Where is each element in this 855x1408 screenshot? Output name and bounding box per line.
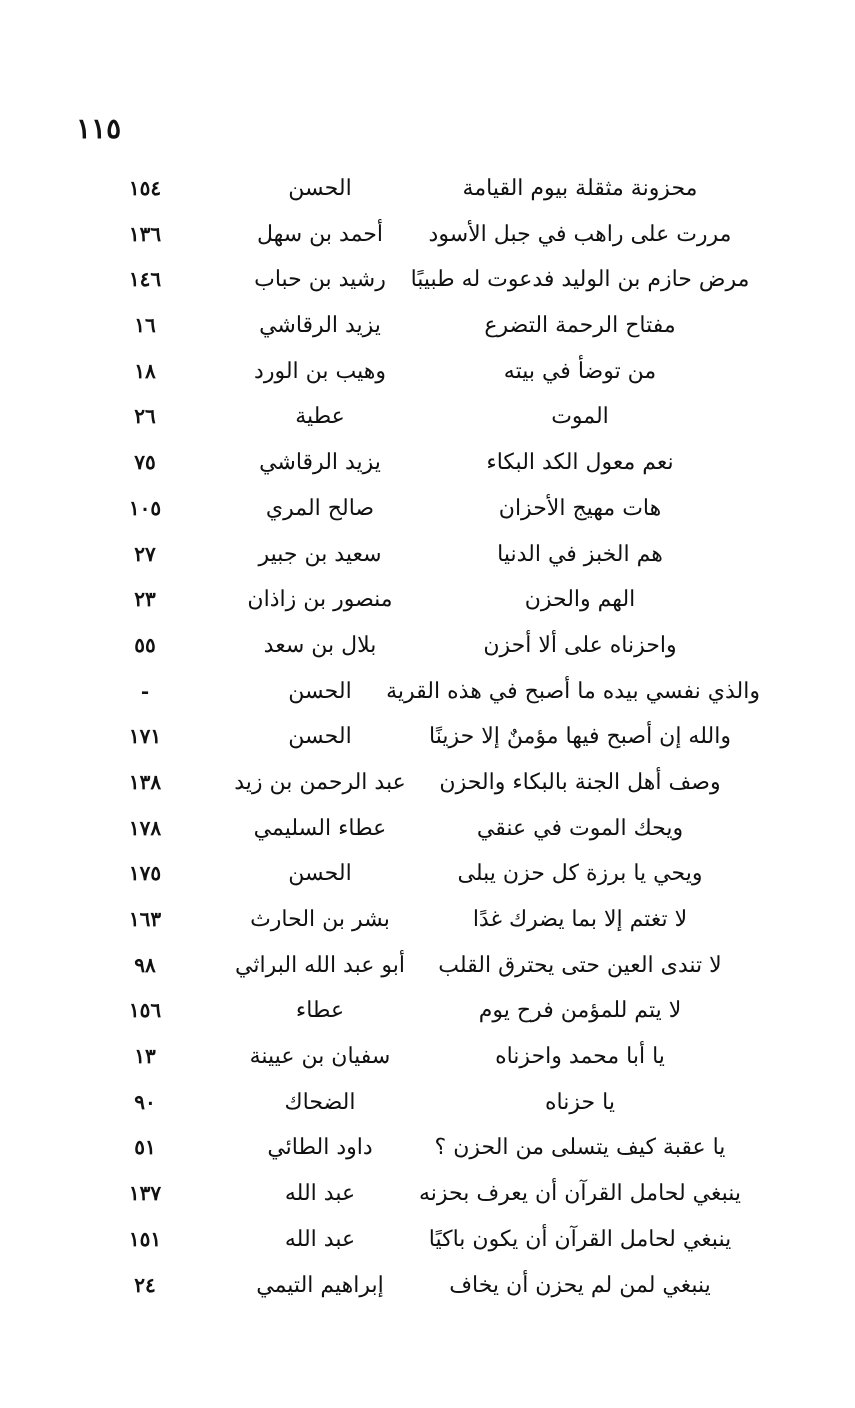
entry-title: من توضأ في بيته bbox=[503, 358, 657, 384]
entry-page-number: ١٠٥ bbox=[128, 495, 162, 520]
entry-title: لا تغتم إلا بما يضرك غدًا bbox=[472, 907, 688, 932]
entry-narrator: يزيد الرقاشي bbox=[259, 313, 381, 339]
entry-page-number: ٢٦ bbox=[134, 404, 156, 429]
entry-title: مررت على راهب في جبل الأسود bbox=[428, 221, 732, 247]
entry-narrator: عطاء bbox=[295, 998, 345, 1024]
entry-narrator: صالح المري bbox=[265, 495, 375, 521]
entry-title: يا عقبة كيف يتسلى من الحزن ؟ bbox=[434, 1135, 726, 1161]
index-row bbox=[0, 1171, 855, 1217]
entry-title: وصف أهل الجنة بالبكاء والحزن bbox=[439, 769, 721, 795]
index-row bbox=[0, 760, 855, 806]
entry-narrator: بلال بن سعد bbox=[263, 632, 377, 658]
index-row bbox=[0, 623, 855, 669]
index-row bbox=[0, 806, 855, 852]
entry-page-number: ١٦٣ bbox=[128, 907, 162, 931]
entry-page-number: ٢٣ bbox=[134, 587, 156, 612]
entry-title: والله إن أصبح فيها مؤمنٌ إلا حزينًا bbox=[429, 724, 731, 750]
entry-narrator: وهيب بن الورد bbox=[254, 358, 386, 384]
entry-title: هم الخبز في الدنيا bbox=[497, 541, 663, 567]
entry-page-number: ٢٧ bbox=[134, 541, 156, 566]
entry-title: يا حزناه bbox=[545, 1089, 615, 1115]
entry-title: ينبغي لحامل القرآن أن يكون باكيًا bbox=[428, 1226, 732, 1252]
index-row bbox=[0, 394, 855, 440]
index-row bbox=[0, 897, 855, 943]
entry-page-number: ٩٨ bbox=[134, 952, 156, 977]
index-row bbox=[0, 577, 855, 623]
entry-narrator: منصور بن زاذان bbox=[247, 587, 393, 613]
index-table bbox=[0, 166, 855, 1308]
entry-narrator: رشيد بن حباب bbox=[254, 267, 386, 293]
entry-page-number: ٥١ bbox=[134, 1135, 156, 1160]
entry-title: يا أبا محمد واحزناه bbox=[495, 1044, 665, 1070]
entry-narrator: داود الطائي bbox=[267, 1135, 373, 1161]
entry-narrator: يزيد الرقاشي bbox=[259, 450, 381, 476]
entry-title: ويحي يا برزة كل حزن يبلى bbox=[457, 861, 703, 887]
entry-page-number: ١٣٨ bbox=[128, 769, 162, 794]
index-row bbox=[0, 988, 855, 1034]
entry-narrator: سفيان بن عيينة bbox=[249, 1044, 391, 1070]
entry-title: الموت bbox=[551, 404, 609, 430]
entry-page-number: ١٧١ bbox=[128, 724, 162, 749]
entry-page-number: ١٣٧ bbox=[128, 1181, 162, 1206]
entry-title: ينبغي لحامل القرآن أن يعرف بحزنه bbox=[418, 1181, 742, 1207]
index-row bbox=[0, 349, 855, 395]
entry-page-number: ٧٥ bbox=[134, 450, 156, 475]
entry-narrator: أبو عبد الله البراثي bbox=[235, 952, 405, 978]
entry-narrator: عبد الرحمن بن زيد bbox=[234, 769, 406, 795]
entry-narrator: إبراهيم التيمي bbox=[256, 1272, 384, 1298]
index-row bbox=[0, 851, 855, 897]
entry-narrator: الحسن bbox=[288, 724, 352, 750]
entry-page-number: ٥٥ bbox=[134, 632, 156, 657]
entry-narrator: عطية bbox=[295, 404, 345, 430]
index-row bbox=[0, 486, 855, 532]
entry-page-number: ١٥٦ bbox=[128, 998, 162, 1023]
entry-title: نعم معول الكد البكاء bbox=[486, 450, 674, 476]
entry-title: الهم والحزن bbox=[524, 587, 636, 613]
entry-title: والذي نفسي بيده ما أصبح في هذه القرية bbox=[386, 678, 760, 704]
entry-narrator: عبد الله bbox=[284, 1181, 356, 1207]
entry-title: واحزناه على ألا أحزن bbox=[483, 632, 677, 658]
entry-narrator: الضحاك bbox=[284, 1089, 356, 1115]
index-row bbox=[0, 943, 855, 989]
entry-narrator: أحمد بن سهل bbox=[256, 221, 384, 247]
entry-narrator: الحسن bbox=[288, 678, 352, 704]
entry-title: ينبغي لمن لم يحزن أن يخاف bbox=[449, 1272, 711, 1298]
index-row bbox=[0, 440, 855, 486]
index-row bbox=[0, 669, 855, 715]
entry-title: ويحك الموت في عنقي bbox=[476, 815, 684, 841]
index-row bbox=[0, 303, 855, 349]
index-row bbox=[0, 1263, 855, 1309]
entry-title: لا تندى العين حتى يحترق القلب bbox=[438, 952, 722, 978]
entry-title: محزونة مثقلة بيوم القيامة bbox=[462, 176, 698, 201]
entry-page-number: ١٣ bbox=[134, 1044, 156, 1069]
entry-narrator: بشر بن الحارث bbox=[250, 907, 390, 932]
index-row bbox=[0, 1125, 855, 1171]
entry-title: مرض حازم بن الوليد فدعوت له طبيبًا bbox=[410, 267, 750, 293]
index-row bbox=[0, 1034, 855, 1080]
index-row bbox=[0, 1217, 855, 1263]
entry-page-number: ١٨ bbox=[134, 358, 156, 383]
index-row bbox=[0, 1080, 855, 1126]
index-row bbox=[0, 714, 855, 760]
entry-title: هات مهيج الأحزان bbox=[498, 495, 662, 521]
entry-page-number: ٢٤ bbox=[134, 1272, 156, 1297]
entry-page-number: - bbox=[140, 678, 150, 703]
entry-page-number: ٩٠ bbox=[134, 1089, 156, 1114]
entry-page-number: ١٧٨ bbox=[128, 815, 162, 840]
entry-page-number: ١٦ bbox=[134, 313, 156, 338]
index-row bbox=[0, 532, 855, 578]
entry-page-number: ١٥١ bbox=[128, 1226, 162, 1251]
entry-narrator: الحسن bbox=[288, 176, 352, 201]
entry-title: مفتاح الرحمة التضرع bbox=[484, 313, 676, 339]
index-row bbox=[0, 212, 855, 258]
entry-page-number: ١٣٦ bbox=[128, 221, 162, 246]
entry-narrator: سعيد بن جبير bbox=[258, 541, 382, 567]
entry-page-number: ١٥٤ bbox=[128, 176, 162, 200]
entry-narrator: الحسن bbox=[288, 861, 352, 887]
entry-page-number: ١٤٦ bbox=[128, 267, 162, 292]
index-row bbox=[0, 166, 855, 212]
page-number: ١١٥ bbox=[76, 112, 122, 145]
entry-title: لا يتم للمؤمن فرح يوم bbox=[478, 998, 682, 1024]
entry-page-number: ١٧٥ bbox=[128, 861, 162, 886]
index-row bbox=[0, 257, 855, 303]
entry-narrator: عطاء السليمي bbox=[253, 815, 387, 841]
entry-narrator: عبد الله bbox=[284, 1226, 356, 1252]
